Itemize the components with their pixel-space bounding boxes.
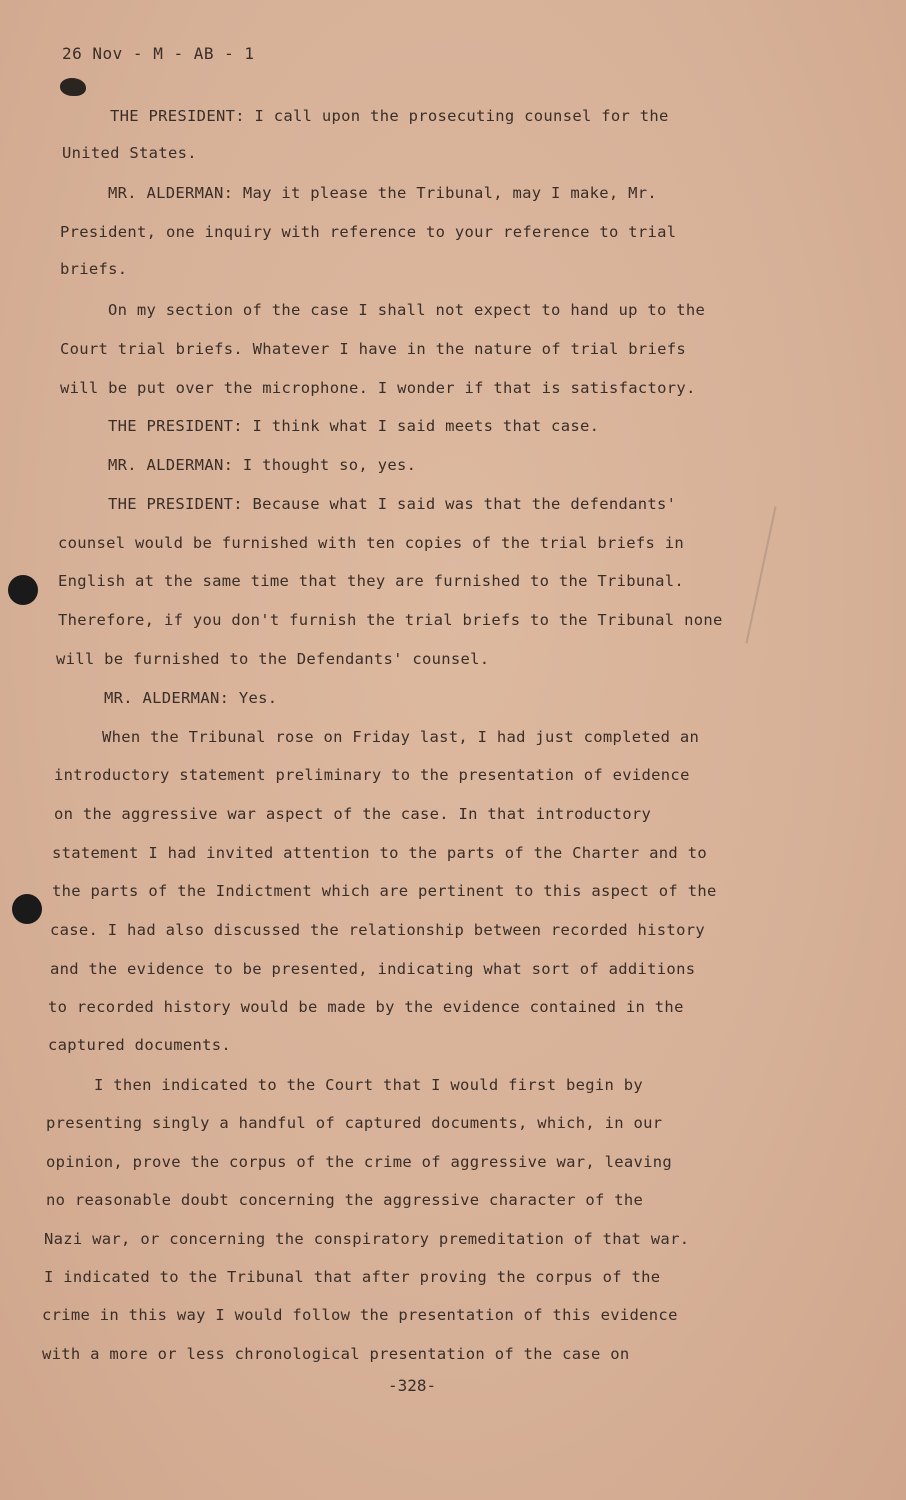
text-line: introductory statement preliminary to the presentation of evidence	[54, 766, 690, 784]
text-line: will be put over the microphone. I wonder if that is satisfactory.	[60, 379, 696, 397]
text-line: statement I had invited attention to the parts of the Charter and to	[52, 844, 707, 862]
text-line: On my section of the case I shall not expect to hand up to the	[108, 301, 706, 319]
text-line: opinion, prove the corpus of the crime of aggressive war, leaving	[46, 1153, 673, 1171]
text-line: President, one inquiry with reference to your reference to trial	[60, 223, 677, 241]
text-line: I then indicated to the Court that I would first begin by	[94, 1076, 644, 1094]
text-line: captured documents.	[48, 1036, 232, 1054]
text-line: presenting singly a handful of captured documents, which, in our	[46, 1114, 663, 1132]
text-line: to recorded history would be made by the evidence contained in the	[48, 998, 684, 1016]
text-line: THE PRESIDENT: I think what I said meets that case.	[108, 417, 600, 435]
text-line: Court trial briefs. Whatever I have in the nature of trial briefs	[60, 340, 687, 358]
text-line: the parts of the Indictment which are pertinent to this aspect of the	[52, 882, 717, 900]
text-line: will be furnished to the Defendants' counsel.	[56, 650, 490, 668]
text-line: Therefore, if you don't furnish the trial briefs to the Tribunal none	[58, 611, 723, 629]
text-line: MR. ALDERMAN: May it please the Tribunal, may I make, Mr.	[108, 184, 658, 202]
text-line: counsel would be furnished with ten copies of the trial briefs in	[58, 534, 685, 552]
text-line: MR. ALDERMAN: Yes.	[104, 689, 278, 707]
text-line: Nazi war, or concerning the conspiratory premeditation of that war.	[44, 1230, 690, 1248]
margin-pencil-mark	[745, 506, 776, 643]
punch-hole-bottom	[12, 894, 42, 924]
text-line: MR. ALDERMAN: I thought so, yes.	[108, 456, 417, 474]
text-line: and the evidence to be presented, indicating what sort of additions	[50, 960, 696, 978]
text-line: crime in this way I would follow the presentation of this evidence	[42, 1306, 678, 1324]
punch-hole-top	[8, 575, 38, 605]
text-line: briefs.	[60, 260, 128, 278]
text-line: THE PRESIDENT: I call upon the prosecuting counsel for the	[110, 107, 669, 125]
text-line: I indicated to the Tribunal that after proving the corpus of the	[44, 1268, 661, 1286]
text-line: When the Tribunal rose on Friday last, I had just completed an	[102, 728, 700, 746]
text-line: no reasonable doubt concerning the aggressive character of the	[46, 1191, 644, 1209]
text-line: on the aggressive war aspect of the case. In that introductory	[54, 805, 652, 823]
ink-blot	[60, 78, 86, 96]
text-line: with a more or less chronological presentation of the case on	[42, 1345, 630, 1363]
text-line: English at the same time that they are furnished to the Tribunal.	[58, 572, 685, 590]
page-number: -328-	[388, 1376, 437, 1395]
text-line: case. I had also discussed the relationship between recorded history	[50, 921, 705, 939]
text-line: United States.	[62, 144, 197, 162]
text-line: THE PRESIDENT: Because what I said was that the defendants'	[108, 495, 677, 513]
page-header: 26 Nov - M - AB - 1	[62, 44, 255, 63]
